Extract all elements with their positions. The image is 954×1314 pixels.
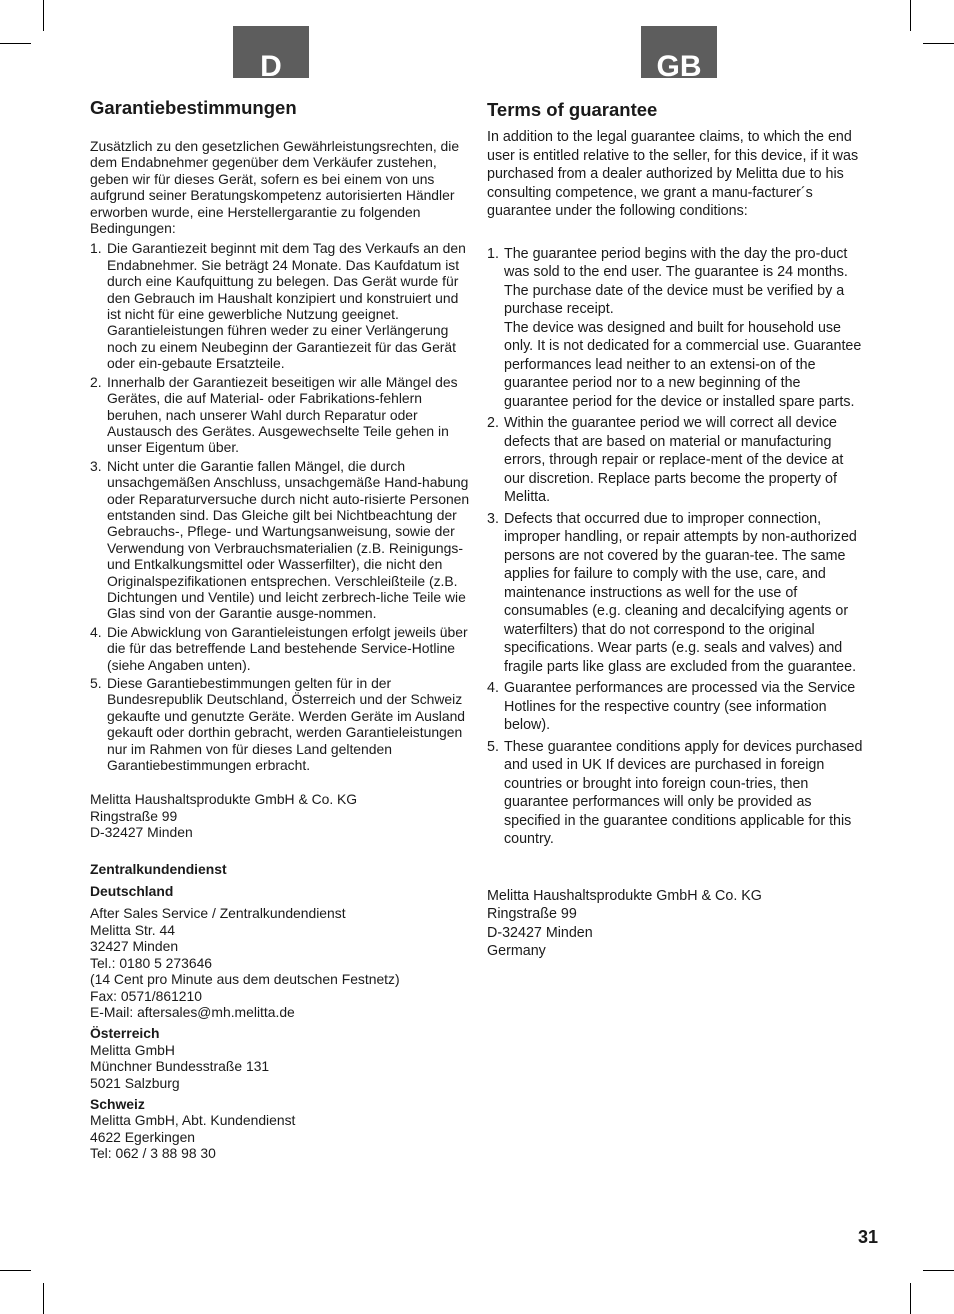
item-number: 1. bbox=[90, 240, 102, 257]
germany-contact bbox=[90, 905, 470, 1020]
swiss-contact bbox=[90, 1112, 470, 1161]
list-item bbox=[90, 675, 470, 773]
contact-line: Tel: 062 / 3 88 98 30 bbox=[90, 1145, 216, 1162]
contact-line: Münchner Bundesstraße 131 bbox=[90, 1058, 270, 1075]
list-item bbox=[90, 240, 470, 371]
address-line: Melitta Haushaltsprodukte GmbH & Co. KG bbox=[90, 791, 358, 808]
list-item bbox=[90, 624, 470, 673]
contact-line: Tel.: 0180 5 273646 bbox=[90, 954, 213, 971]
english-title: Terms of guarantee bbox=[487, 99, 658, 120]
english-terms-list bbox=[487, 245, 865, 849]
german-company-address bbox=[90, 791, 470, 840]
contact-line: 5021 Salzburg bbox=[90, 1074, 180, 1091]
crop-mark bbox=[43, 1283, 44, 1314]
address-line: Melitta Haushaltsprodukte GmbH & Co. KG bbox=[487, 887, 762, 904]
item-text: Die Garantiezeit beginnt mit dem Tag des Verkaufs an den Endabnehmer. Sie beträgt 24 Monate. Das Kaufdatum ist durch eine Kaufquittung zu belegen. Das Gerät wurde für den Gebrauch im Haushalt konzipiert und konstruiert und ist nicht für eine gewerbliche Nutzung geeignet. Garantieleistungen führen weder zu einer Verlängerung noch zu einem Neubeginn der Garantiezeit für das Gerät oder ein-gebaute Ersatzteile. bbox=[107, 240, 466, 372]
contact-line: 32427 Minden bbox=[90, 938, 179, 955]
language-tab-de-label: D bbox=[260, 50, 282, 78]
crop-mark bbox=[923, 43, 954, 44]
english-column bbox=[487, 96, 865, 961]
item-number: 1. bbox=[487, 245, 499, 262]
item-number: 2. bbox=[487, 415, 499, 431]
item-number: 4. bbox=[90, 623, 102, 640]
swiss-heading: Schweiz bbox=[90, 1095, 145, 1112]
item-text: Diese Garantiebestimmungen gelten für in der Bundesrepublik Deutschland, Österreich und der Schweiz gekaufte und genutzte Geräte. Werden Geräte im Ausland gekauft oder dorthin gebracht, werden Garantieleistungen nur im Rahmen von für dieses Land geltenden Garantiebestimmungen erbracht. bbox=[107, 675, 466, 774]
contact-line: Melitta GmbH bbox=[90, 1041, 175, 1058]
item-text: Guarantee performances are processed via the Service Hotlines for the respective country (see information below). bbox=[504, 680, 856, 733]
item-text: Within the guarantee period we will correct all device defects that are based on material or manufacturing errors, through repair or replace-ment of the device at our discretion. Replace parts become the property of Melitta. bbox=[504, 415, 844, 505]
german-title: Garantiebestimmungen bbox=[90, 97, 297, 118]
item-number: 3. bbox=[487, 510, 499, 527]
contact-line: Fax: 0571/861210 bbox=[90, 987, 202, 1004]
crop-mark bbox=[0, 1270, 31, 1271]
contact-line: Melitta GmbH, Abt. Kundendienst bbox=[90, 1112, 296, 1129]
austria-contact bbox=[90, 1042, 470, 1091]
crop-mark bbox=[910, 1283, 911, 1314]
language-tab-de bbox=[233, 26, 309, 78]
crop-mark bbox=[43, 0, 44, 31]
item-number: 5. bbox=[487, 738, 499, 755]
crop-mark bbox=[923, 1270, 954, 1271]
german-terms-list bbox=[90, 240, 470, 773]
address-line: D-32427 Minden bbox=[487, 924, 593, 941]
item-text: Die Abwicklung von Garantieleistungen erfolgt jeweils über die für das betreffende Land bestehende Service-Hotline (siehe Angaben unten). bbox=[107, 623, 468, 673]
english-intro: In addition to the legal guarantee claims, to which the end user is entitled relative to the seller, for this device, if it was purchased from a dealer authorized by Melitta due to his consulting competence, we grant a manu-facturer´s guarantee under the following conditions: bbox=[487, 129, 859, 219]
address-line: Ringstraße 99 bbox=[487, 906, 577, 922]
list-item bbox=[487, 679, 865, 735]
german-column bbox=[90, 96, 470, 1162]
item-number: 4. bbox=[487, 680, 499, 696]
item-number: 3. bbox=[90, 457, 102, 474]
item-text: The guarantee period begins with the day the pro-duct was sold to the end user. The guarantee is 24 months. The purchase date of the device must be verified by a purchase receipt. bbox=[504, 245, 848, 317]
english-company-address bbox=[487, 887, 865, 961]
page-number: 31 bbox=[858, 1227, 879, 1247]
language-tab-gb bbox=[641, 26, 717, 78]
contact-line: Melitta Str. 44 bbox=[90, 921, 175, 938]
contact-line: (14 Cent pro Minute aus dem deutschen Festnetz) bbox=[90, 971, 400, 988]
address-line: Germany bbox=[487, 943, 546, 959]
german-intro: Zusätzlich zu den gesetzlichen Gewährleistungsrechten, die dem Endabnehmer gegenüber dem Verkäufer zustehen, geben wir für dieses Gerät, sofern es bei einem von uns aufgrund seiner Beratungskompetenz autorisierten Händler erworben wurde, eine Herstellergarantie zu folgenden Bedingungen: bbox=[90, 138, 460, 237]
item-text: Nicht unter die Garantie fallen Mängel, die durch unsachgemäßen Anschluss, unsachgemäße Hand-habung oder Reparaturversuche durch nicht auto-risierte Personen entstanden sind. Das Gleiche gilt bei Nichtbeachtung der Gebrauchs-, Pflege- und Wartungsanweisung, sowie der Verwendung von Verbrauchsmaterialien (z.B. Reinigungs- und Entkalkungsmittel oder Wasserfilter), die nicht den Originalspezifikationen entsprechen. Verschleißteile (z.B. Dichtungen und Ventile) und leicht zerbrech-liche Teile wie Glas sind von der Garantie ausge-nommen. bbox=[107, 457, 470, 622]
item-text: Defects that occurred due to improper connection, improper handling, or repair attempts by non-authorized persons are not covered by the guaran-tee. The same applies for failure to comply with the use, care, and maintenance instructions as well for the use of consumables (e.g. cleaning and decalcifying agents or waterfilters) that do not correspond to the original specifications. Wear parts (e.g. seals and valves) and fragile parts like glass are excluded from the guarantee. bbox=[504, 510, 857, 675]
contact-line: After Sales Service / Zentralkundendienst bbox=[90, 905, 346, 922]
crop-mark bbox=[0, 43, 31, 44]
service-heading: Zentralkundendienst bbox=[90, 860, 227, 877]
crop-mark bbox=[910, 0, 911, 31]
address-line: Ringstraße 99 bbox=[90, 807, 178, 824]
list-item bbox=[487, 414, 865, 507]
austria-heading: Österreich bbox=[90, 1025, 160, 1042]
item-number: 2. bbox=[90, 373, 102, 390]
item-text: These guarantee conditions apply for devices purchased and used in UK If devices are purchased in foreign countries or brought into foreign coun-tries, then guarantee performances will only be provided as specified in the guarantee conditions applicable for this country. bbox=[504, 738, 863, 847]
list-item bbox=[90, 458, 470, 622]
item-text: The device was designed and built for household use only. It is not dedicated for a commercial use. Guarantee performances lead neither to an extensi-on of the guarantee period nor to a new beginning of the guarantee period for the device or installed spare parts. bbox=[504, 319, 862, 410]
contact-line: 4622 Egerkingen bbox=[90, 1128, 196, 1145]
list-item bbox=[487, 510, 865, 677]
language-tab-gb-label: GB bbox=[656, 50, 702, 78]
contact-line: E-Mail: aftersales@mh.melitta.de bbox=[90, 1003, 295, 1020]
address-line: D-32427 Minden bbox=[90, 824, 193, 841]
item-number: 5. bbox=[90, 675, 102, 691]
item-text: Innerhalb der Garantiezeit beseitigen wir alle Mängel des Gerätes, die auf Material- oder Fabrikations-fehlern beruhen, nach unserer Wahl durch Reparatur oder Austausch des Gerätes. Ausgewechselte Teile gehen in unser Eigentum über. bbox=[107, 373, 458, 456]
germany-heading: Deutschland bbox=[90, 883, 174, 900]
list-item bbox=[487, 738, 865, 849]
list-item bbox=[90, 374, 470, 456]
list-item bbox=[487, 245, 865, 412]
